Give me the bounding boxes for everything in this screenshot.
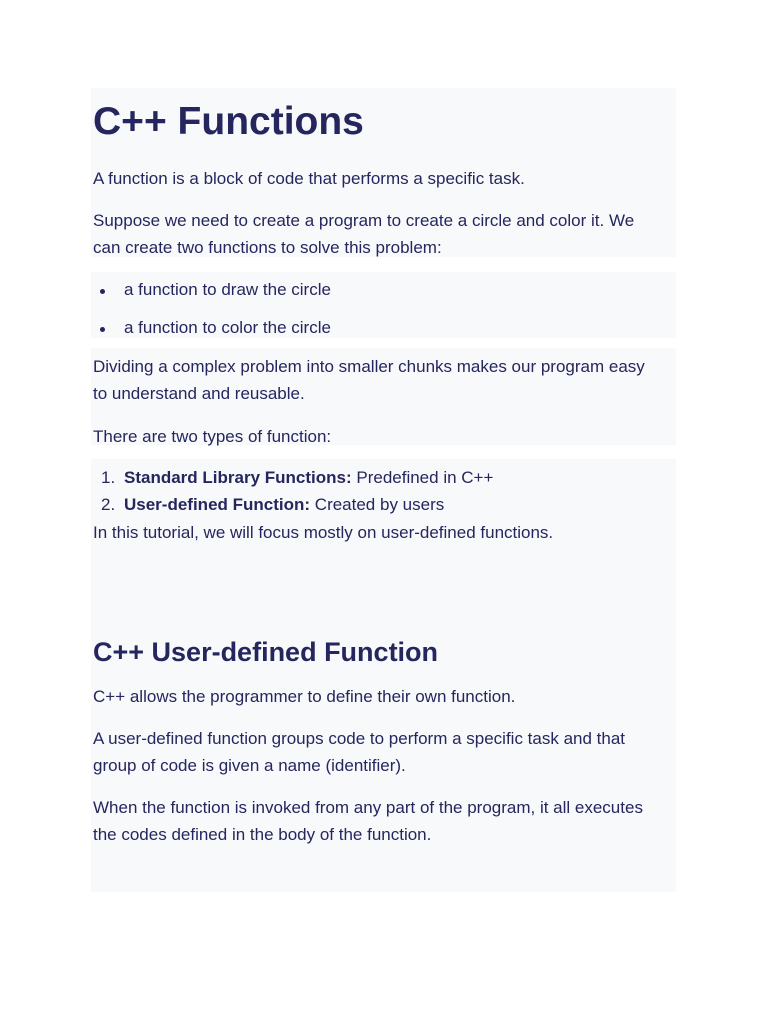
list-item — [124, 464, 493, 491]
section-paragraph-2-line-1: A user-defined function groups code to perform a specific task and that — [93, 729, 626, 748]
dividing-paragraph-line-2: to understand and reusable. — [93, 384, 305, 403]
list-item: a function to color the circle — [124, 318, 331, 337]
list-number: 2. — [101, 495, 116, 514]
list-number: 1. — [101, 468, 116, 487]
bullet-dot — [100, 327, 105, 332]
type-term: Standard Library Functions: — [124, 468, 352, 487]
page-title: C++ Functions — [93, 100, 364, 143]
list-item: a function to draw the circle — [124, 280, 331, 299]
bullet-dot — [100, 289, 105, 294]
example-paragraph-line-1: Suppose we need to create a program to create a circle and color it. We — [93, 211, 635, 230]
dividing-paragraph-line-1: Dividing a complex problem into smaller chunks makes our program easy — [93, 357, 645, 376]
example-paragraph-line-2: can create two functions to solve this problem: — [93, 238, 442, 257]
intro-paragraph: A function is a block of code that performs a specific task. — [93, 169, 525, 188]
types-intro: There are two types of function: — [93, 427, 332, 446]
type-description: Predefined in C++ — [351, 468, 494, 487]
section-paragraph-2-line-2: group of code is given a name (identifier). — [93, 756, 406, 775]
section-paragraph-1: C++ allows the programmer to define their own function. — [93, 687, 516, 706]
section-paragraph-3-line-2: the codes defined in the body of the function. — [93, 825, 432, 844]
type-description: Created by users — [310, 495, 445, 514]
section-heading: C++ User-defined Function — [93, 637, 439, 667]
focus-paragraph: In this tutorial, we will focus mostly on user-defined functions. — [93, 523, 554, 542]
list-item — [124, 491, 444, 518]
section-paragraph-3-line-1: When the function is invoked from any part of the program, it all executes — [93, 798, 643, 817]
type-term: User-defined Function: — [124, 495, 311, 514]
